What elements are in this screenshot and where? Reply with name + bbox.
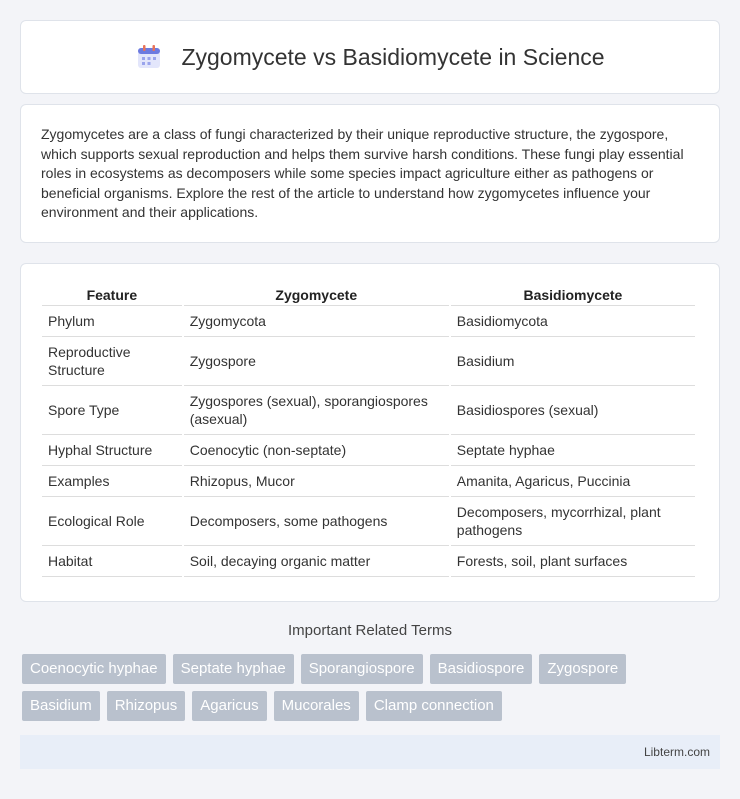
calendar-icon <box>135 43 163 71</box>
table-row <box>42 337 695 386</box>
table-row <box>42 546 695 577</box>
table-row <box>42 435 695 466</box>
table-cell: Basidiospores (sexual) <box>451 386 695 435</box>
related-tags <box>22 654 722 728</box>
table-cell: Decomposers, some pathogens <box>184 497 449 546</box>
table-cell: Zygomycota <box>184 306 449 337</box>
tag-row <box>22 691 722 721</box>
tag-link[interactable]: Mucorales <box>274 691 359 721</box>
tag-link[interactable]: Basidium <box>22 691 100 721</box>
header-basidiomycete: Basidiomycete <box>451 284 695 306</box>
comparison-card <box>20 263 720 602</box>
header-card <box>20 20 720 94</box>
table-cell: Forests, soil, plant surfaces <box>451 546 695 577</box>
table-row <box>42 466 695 497</box>
intro-text: Zygomycetes are a class of fungi characterized by their unique reproductive structure, the zygospore, which supports sexual reproduction and helps them survive harsh conditions. These fungi play essential roles in ecosystems as decomposers while some species impact agriculture either as pathogens or beneficial organisms. Explore the rest of the article to understand how zygomycetes influence your environment and their applications. <box>41 126 684 221</box>
table-cell: Spore Type <box>42 386 182 435</box>
table-cell: Reproductive Structure <box>42 337 182 386</box>
table-row <box>42 497 695 546</box>
table-cell: Examples <box>42 466 182 497</box>
table-row <box>42 386 695 435</box>
tag-link[interactable]: Septate hyphae <box>173 654 294 684</box>
table-cell: Coenocytic (non-septate) <box>184 435 449 466</box>
table-header-row <box>42 284 695 306</box>
table-cell: Basidium <box>451 337 695 386</box>
tag-link[interactable]: Clamp connection <box>366 691 502 721</box>
table-cell: Hyphal Structure <box>42 435 182 466</box>
tag-link[interactable]: Rhizopus <box>107 691 186 721</box>
table-cell: Basidiomycota <box>451 306 695 337</box>
title-wrap <box>135 43 604 71</box>
footer-site-link[interactable]: Libterm.com <box>643 745 710 759</box>
tag-link[interactable]: Basidiospore <box>430 654 533 684</box>
footer <box>20 735 720 769</box>
table-row <box>42 306 695 337</box>
related-terms-title: Important Related Terms <box>288 622 452 639</box>
tag-link[interactable]: Coenocytic hyphae <box>22 654 166 684</box>
table-cell: Soil, decaying organic matter <box>184 546 449 577</box>
intro-card <box>20 104 720 243</box>
comparison-table <box>40 284 697 577</box>
table-cell: Zygospores (sexual), sporangiospores (asexual) <box>184 386 449 435</box>
tag-row <box>22 654 722 684</box>
table-cell: Decomposers, mycorrhizal, plant pathogens <box>451 497 695 546</box>
table-cell: Amanita, Agaricus, Puccinia <box>451 466 695 497</box>
table-cell: Phylum <box>42 306 182 337</box>
table-cell: Zygospore <box>184 337 449 386</box>
table-cell: Habitat <box>42 546 182 577</box>
header-zygomycete: Zygomycete <box>184 284 449 306</box>
tag-link[interactable]: Zygospore <box>539 654 626 684</box>
header-feature: Feature <box>42 284 182 306</box>
page-title: Zygomycete vs Basidiomycete in Science <box>181 43 605 70</box>
table-cell: Rhizopus, Mucor <box>184 466 449 497</box>
tag-link[interactable]: Agaricus <box>192 691 266 721</box>
table-cell: Ecological Role <box>42 497 182 546</box>
tag-link[interactable]: Sporangiospore <box>301 654 423 684</box>
table-cell: Septate hyphae <box>451 435 695 466</box>
